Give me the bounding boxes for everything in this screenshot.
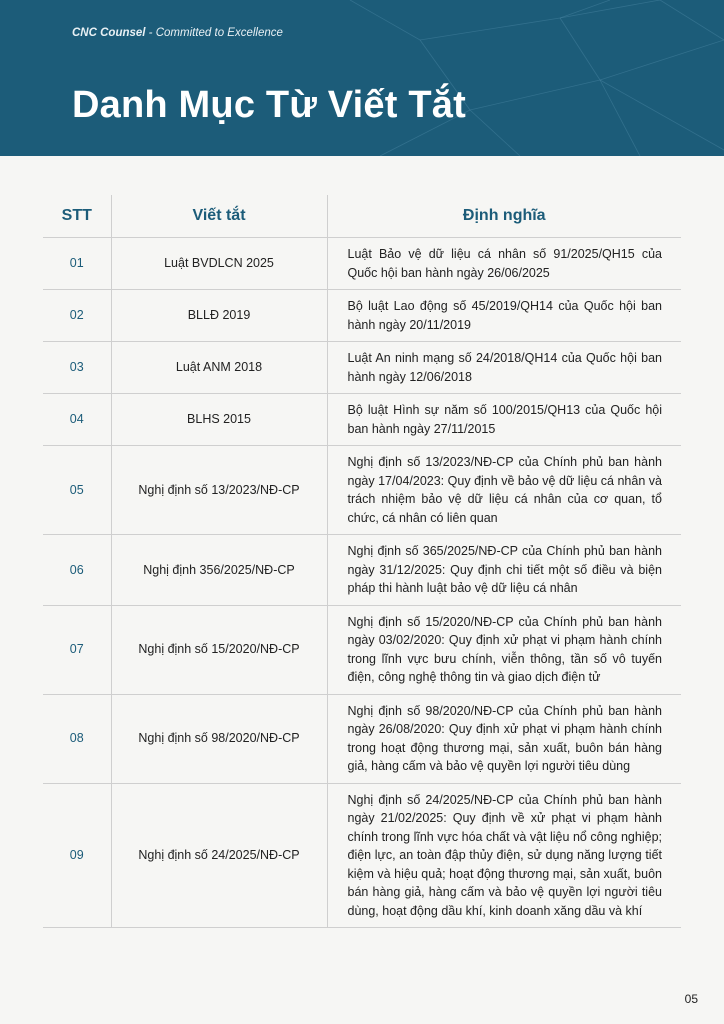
row-definition: Nghị định số 13/2023/NĐ-CP của Chính phủ ban hành ngày 17/04/2023: Quy định về bảo vệ dữ liệu cá nhân và trách nhiệm bảo vệ dữ liệu cá nhân của cơ quan, tổ chức, cá nhân có liên quan [327, 446, 681, 535]
row-abbreviation: Luật BVDLCN 2025 [111, 238, 327, 290]
header-tagline [72, 27, 283, 39]
row-definition: Bộ luật Lao động số 45/2019/QH14 của Quốc hội ban hành ngày 20/11/2019 [327, 290, 681, 342]
row-abbreviation: Nghị định số 24/2025/NĐ-CP [111, 783, 327, 928]
network-pattern-decoration [0, 0, 724, 156]
page-title: Danh Mục Từ Viết Tắt [72, 84, 466, 126]
row-abbreviation: Luật ANM 2018 [111, 342, 327, 394]
column-header-stt: STT [43, 195, 111, 238]
row-abbreviation: Nghị định số 15/2020/NĐ-CP [111, 605, 327, 694]
column-header-abbreviation: Viết tắt [111, 195, 327, 238]
column-header-definition: Định nghĩa [327, 195, 681, 238]
table-row [43, 238, 681, 290]
row-number: 04 [43, 394, 111, 446]
row-abbreviation: BLLĐ 2019 [111, 290, 327, 342]
row-abbreviation: Nghị định số 13/2023/NĐ-CP [111, 446, 327, 535]
brand-name: CNC Counsel [72, 27, 146, 39]
row-definition: Luật An ninh mạng số 24/2018/QH14 của Quốc hội ban hành ngày 12/06/2018 [327, 342, 681, 394]
brand-slogan: - Committed to Excellence [145, 27, 283, 39]
row-number: 02 [43, 290, 111, 342]
abbreviation-table [43, 195, 681, 928]
row-definition: Nghị định số 15/2020/NĐ-CP của Chính phủ ban hành ngày 03/02/2020: Quy định xử phạt vi phạm hành chính trong lĩnh vực bưu chính, viễn thông, tần số vô tuyến điện, công nghệ thông tin và giao dịch điện tử [327, 605, 681, 694]
row-definition: Bộ luật Hình sự năm số 100/2015/QH13 của Quốc hội ban hành ngày 27/11/2015 [327, 394, 681, 446]
row-abbreviation: Nghị định số 98/2020/NĐ-CP [111, 694, 327, 783]
table-row [43, 394, 681, 446]
page-header [0, 0, 724, 156]
row-number: 05 [43, 446, 111, 535]
row-number: 09 [43, 783, 111, 928]
row-abbreviation: Nghị định 356/2025/NĐ-CP [111, 535, 327, 606]
table-header-row [43, 195, 681, 238]
row-number: 08 [43, 694, 111, 783]
row-number: 03 [43, 342, 111, 394]
table-row [43, 342, 681, 394]
table-row [43, 535, 681, 606]
table-row [43, 605, 681, 694]
row-definition: Nghị định số 24/2025/NĐ-CP của Chính phủ ban hành ngày 21/02/2025: Quy định về xử phạt vi phạm hành chính trong lĩnh vực hóa chất và vật liệu nổ công nghiệp; điện lực, an toàn đập thủy điện, sử dụng năng lượng tiết kiệm và hiệu quả; hoạt động thương mại, sản xuất, buôn bán hàng giả, hàng cấm và bảo vệ quyền lợi người tiêu dùng, hoạt động dầu khí, kinh doanh xăng dầu và khí [327, 783, 681, 928]
table-row [43, 290, 681, 342]
row-definition: Nghị định số 98/2020/NĐ-CP của Chính phủ ban hành ngày 26/08/2020: Quy định xử phạt vi phạm hành chính trong hoạt động thương mại, sản xuất, buôn bán hàng giả, hàng cấm và bảo vệ quyền lợi người tiêu dùng [327, 694, 681, 783]
table-row [43, 446, 681, 535]
row-number: 01 [43, 238, 111, 290]
table-row [43, 694, 681, 783]
table-row [43, 783, 681, 928]
page-number: 05 [684, 992, 698, 1006]
row-number: 06 [43, 535, 111, 606]
row-number: 07 [43, 605, 111, 694]
row-definition: Nghị định số 365/2025/NĐ-CP của Chính phủ ban hành ngày 31/12/2025: Quy định chi tiết một số điều và biện pháp thi hành luật bảo vệ dữ liệu cá nhân [327, 535, 681, 606]
row-abbreviation: BLHS 2015 [111, 394, 327, 446]
row-definition: Luật Bảo vệ dữ liệu cá nhân số 91/2025/QH15 của Quốc hội ban hành ngày 26/06/2025 [327, 238, 681, 290]
